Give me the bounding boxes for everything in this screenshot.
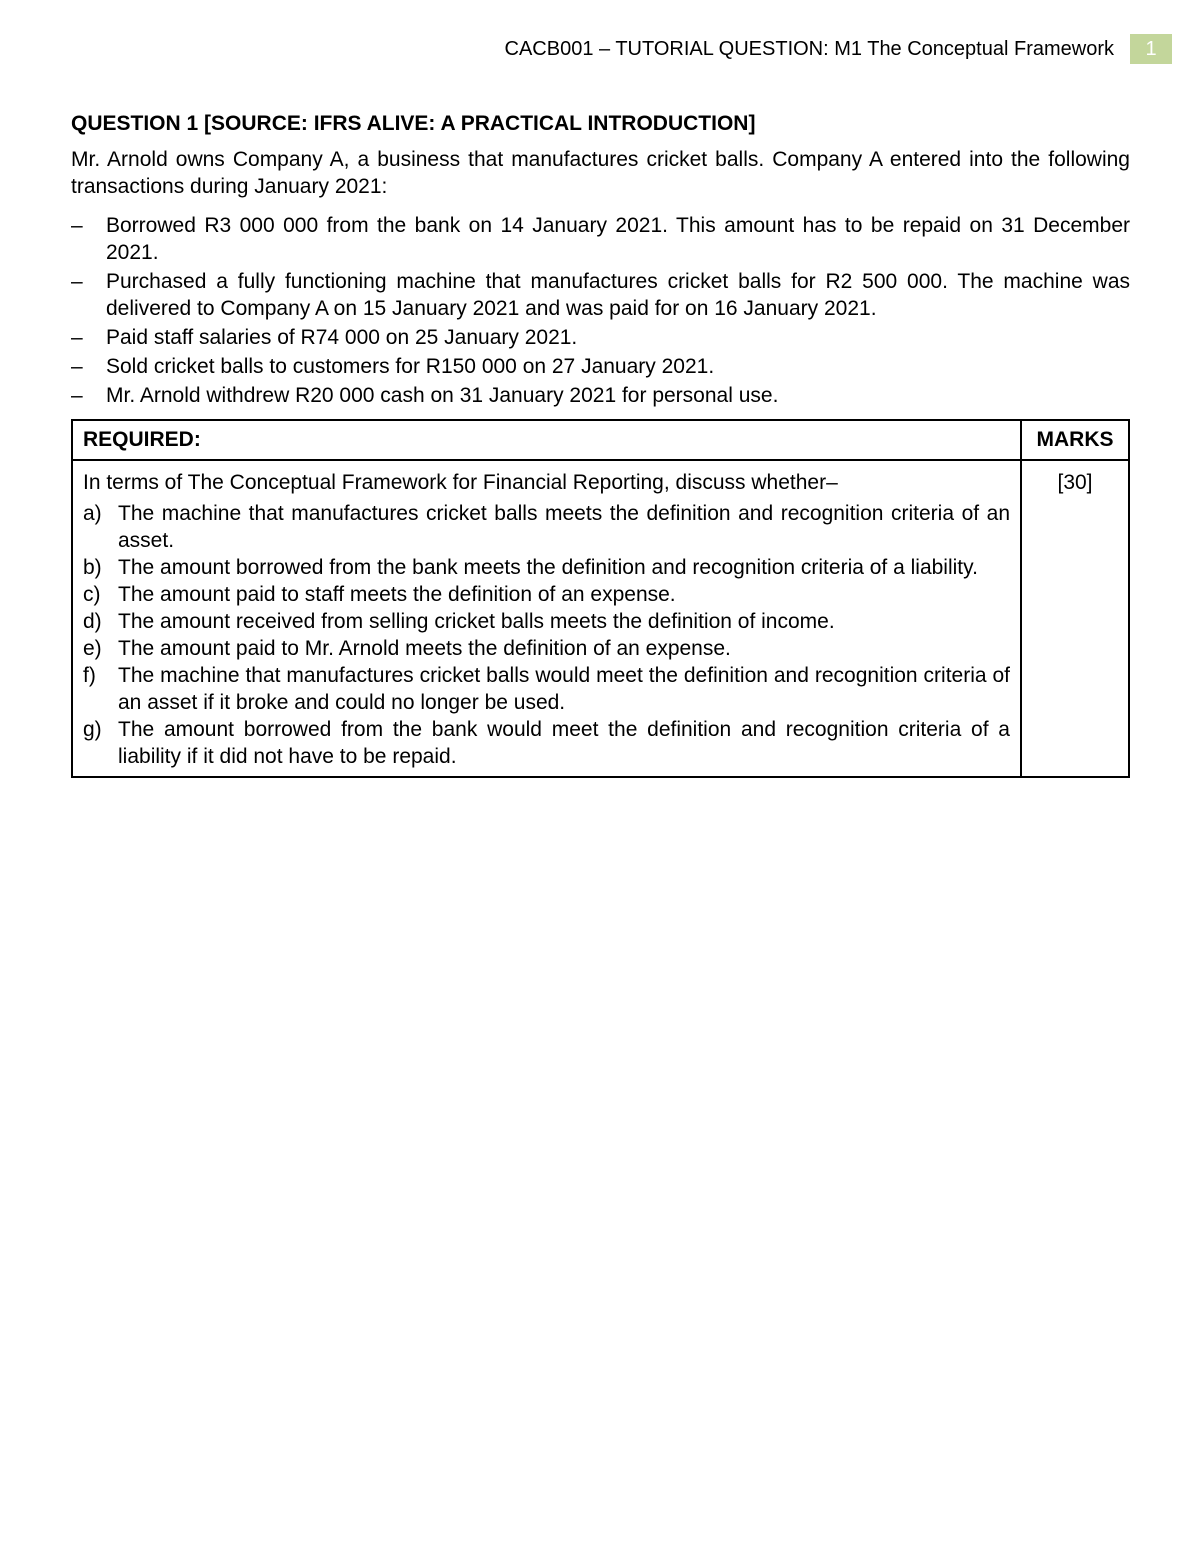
item-text: The amount borrowed from the bank meets the definition and recognition criteria of a liability. xyxy=(118,556,978,579)
transaction-text: Sold cricket balls to customers for R150 000 on 27 January 2021. xyxy=(106,355,715,378)
list-item xyxy=(71,324,1130,351)
bullet-dash: – xyxy=(71,326,83,349)
list-item xyxy=(71,382,1130,409)
list-item xyxy=(71,268,1130,322)
list-item xyxy=(83,716,1010,770)
marks-value: [30] xyxy=(1021,460,1129,777)
item-letter: g) xyxy=(83,718,102,741)
page-number-badge: 1 xyxy=(1130,34,1172,64)
question-intro: Mr. Arnold owns Company A, a business that manufactures cricket balls. Company A entered into the following transactions during January 2021: xyxy=(71,148,1130,198)
required-column-header: REQUIRED: xyxy=(72,420,1021,460)
list-item xyxy=(83,554,1010,581)
list-item xyxy=(71,212,1130,266)
table-header-row xyxy=(72,420,1129,460)
item-letter: b) xyxy=(83,556,102,579)
question-heading: QUESTION 1 [SOURCE: IFRS ALIVE: A PRACTICAL INTRODUCTION] xyxy=(71,112,756,135)
item-text: The machine that manufactures cricket balls meets the definition and recognition criteria of an asset. xyxy=(118,502,1010,552)
list-item xyxy=(71,353,1130,380)
item-letter: f) xyxy=(83,664,96,687)
item-text: The amount paid to Mr. Arnold meets the definition of an expense. xyxy=(118,637,731,660)
list-item xyxy=(83,581,1010,608)
transaction-text: Borrowed R3 000 000 from the bank on 14 January 2021. This amount has to be repaid on 31 December 2021. xyxy=(106,214,1130,264)
item-text: The amount received from selling cricket balls meets the definition of income. xyxy=(118,610,835,633)
list-item xyxy=(83,608,1010,635)
item-text: The amount paid to staff meets the definition of an expense. xyxy=(118,583,676,606)
bullet-dash: – xyxy=(71,384,83,407)
marks-column-header: MARKS xyxy=(1021,420,1129,460)
required-table xyxy=(71,419,1130,778)
list-item xyxy=(83,635,1010,662)
transaction-text: Purchased a fully functioning machine that manufactures cricket balls for R2 500 000. The machine was delivered to Company A on 15 January 2021 and was paid for on 16 January 2021. xyxy=(106,270,1130,320)
bullet-dash: – xyxy=(71,270,83,293)
bullet-dash: – xyxy=(71,214,83,237)
required-intro: In terms of The Conceptual Framework for Financial Reporting, discuss whether– xyxy=(83,471,838,494)
item-text: The machine that manufactures cricket balls would meet the definition and recognition criteria of an asset if it broke and could no longer be used. xyxy=(118,664,1010,714)
transaction-list xyxy=(71,212,1130,409)
item-letter: c) xyxy=(83,583,101,606)
item-text: The amount borrowed from the bank would meet the definition and recognition criteria of a liability if it did not have to be repaid. xyxy=(118,718,1010,768)
transaction-text: Paid staff salaries of R74 000 on 25 January 2021. xyxy=(106,326,578,349)
required-cell xyxy=(72,460,1021,777)
list-item xyxy=(83,500,1010,554)
table-row xyxy=(72,460,1129,777)
list-item xyxy=(83,662,1010,716)
header-title: CACB001 – TUTORIAL QUESTION: M1 The Conceptual Framework xyxy=(504,38,1114,60)
transaction-text: Mr. Arnold withdrew R20 000 cash on 31 January 2021 for personal use. xyxy=(106,384,779,407)
page-header xyxy=(505,34,1172,64)
required-items-list xyxy=(83,500,1010,770)
bullet-dash: – xyxy=(71,355,83,378)
item-letter: d) xyxy=(83,610,102,633)
item-letter: a) xyxy=(83,502,102,525)
item-letter: e) xyxy=(83,637,102,660)
document-body xyxy=(71,110,1130,778)
